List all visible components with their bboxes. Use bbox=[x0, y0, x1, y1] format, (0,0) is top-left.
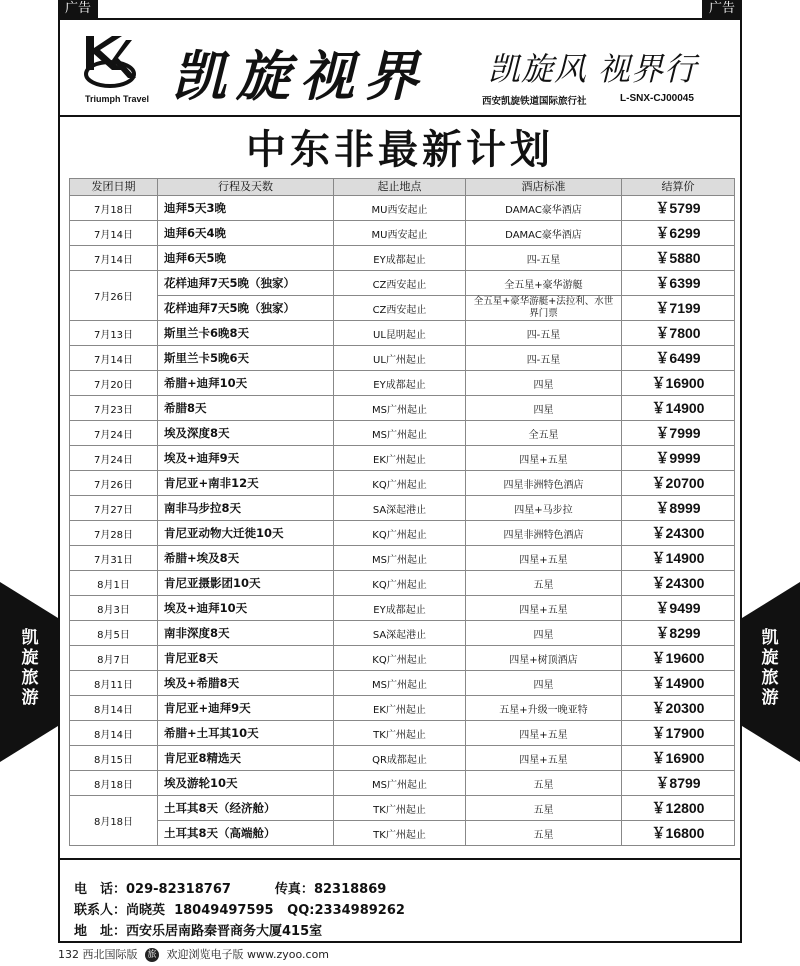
departure-place: MS广州起止 bbox=[334, 421, 466, 446]
side-tab-left-text: 凯旋旅游 bbox=[21, 628, 39, 708]
price: ￥6299 bbox=[622, 221, 735, 246]
departure-place: CZ西安起止 bbox=[334, 271, 466, 296]
departure-place: EY成都起止 bbox=[334, 596, 466, 621]
hotel-standard: 四星+五星 bbox=[466, 546, 622, 571]
price: ￥12800 bbox=[622, 796, 735, 821]
route: 肯尼亚+南非12天 bbox=[158, 471, 334, 496]
page-title: 中东非最新计划 bbox=[246, 127, 554, 173]
route: 土耳其8天（高端舱） bbox=[158, 821, 334, 846]
route: 南非深度8天 bbox=[158, 621, 334, 646]
ad-label-right: 广告 bbox=[702, 0, 742, 18]
table-row bbox=[70, 471, 735, 496]
route: 希腊+迪拜10天 bbox=[158, 371, 334, 396]
contact-address-line bbox=[74, 920, 322, 939]
route: 希腊8天 bbox=[158, 396, 334, 421]
departure-place: TK广州起止 bbox=[334, 721, 466, 746]
mobile-number: 18049497595 bbox=[174, 903, 274, 918]
logo-caption: Triumph Travel bbox=[84, 94, 150, 104]
welcome-text: 欢迎浏览电子版 bbox=[166, 948, 244, 961]
table-row bbox=[70, 796, 735, 821]
departure-date: 7月28日 bbox=[70, 521, 158, 546]
side-tab-right-text: 凯旋旅游 bbox=[761, 628, 779, 708]
hotel-standard: 四星 bbox=[466, 621, 622, 646]
departure-place: MU西安起止 bbox=[334, 196, 466, 221]
route: 土耳其8天（经济舱） bbox=[158, 796, 334, 821]
departure-place: MS广州起止 bbox=[334, 671, 466, 696]
side-tab-left bbox=[0, 582, 58, 762]
hotel-standard: 五星+升级一晚亚特 bbox=[466, 696, 622, 721]
departure-date: 8月14日 bbox=[70, 721, 158, 746]
price: ￥20700 bbox=[622, 471, 735, 496]
price: ￥16800 bbox=[622, 821, 735, 846]
price: ￥16900 bbox=[622, 746, 735, 771]
price: ￥5799 bbox=[622, 196, 735, 221]
departure-place: KQ广州起止 bbox=[334, 571, 466, 596]
table-row bbox=[70, 446, 735, 471]
hotel-standard: 四星+五星 bbox=[466, 721, 622, 746]
table-row bbox=[70, 771, 735, 796]
price: ￥9999 bbox=[622, 446, 735, 471]
hotel-standard: 四星 bbox=[466, 371, 622, 396]
hotel-standard: 四星 bbox=[466, 396, 622, 421]
contact-person: 尚晓英 bbox=[126, 903, 166, 918]
departure-place: MS广州起止 bbox=[334, 396, 466, 421]
hotel-standard: DAMAC豪华酒店 bbox=[466, 196, 622, 221]
hotel-standard: 四星非洲特色酒店 bbox=[466, 471, 622, 496]
column-header-date: 发团日期 bbox=[70, 179, 158, 196]
ad-frame bbox=[58, 18, 742, 943]
departure-place: EK广州起止 bbox=[334, 446, 466, 471]
departure-date: 7月13日 bbox=[70, 321, 158, 346]
header bbox=[60, 20, 740, 117]
hotel-standard: 四星非洲特色酒店 bbox=[466, 521, 622, 546]
phone-label: 电 话： bbox=[74, 882, 127, 897]
column-header-price: 结算价 bbox=[622, 179, 735, 196]
route: 肯尼亚+迪拜9天 bbox=[158, 696, 334, 721]
hotel-standard: 五星 bbox=[466, 771, 622, 796]
contact-phone-line bbox=[74, 878, 386, 897]
tour-plan-table bbox=[69, 178, 735, 846]
triumph-logo-icon bbox=[82, 32, 140, 90]
route: 肯尼亚摄影团10天 bbox=[158, 571, 334, 596]
side-tab-right bbox=[742, 582, 800, 762]
departure-date: 8月7日 bbox=[70, 646, 158, 671]
price: ￥6499 bbox=[622, 346, 735, 371]
price: ￥14900 bbox=[622, 546, 735, 571]
departure-date: 7月20日 bbox=[70, 371, 158, 396]
departure-place: MS广州起止 bbox=[334, 546, 466, 571]
departure-place: EY成都起止 bbox=[334, 246, 466, 271]
route: 肯尼亚动物大迁徙10天 bbox=[158, 521, 334, 546]
price: ￥24300 bbox=[622, 521, 735, 546]
edition-name: 西北国际版 bbox=[82, 948, 138, 961]
price: ￥6399 bbox=[622, 271, 735, 296]
hotel-standard: 四星+马步拉 bbox=[466, 496, 622, 521]
hotel-standard: 全五星+豪华游艇+法拉利、水世界门票 bbox=[466, 296, 622, 321]
slogan: 凯旋风 视界行 bbox=[488, 50, 698, 88]
column-header-place: 起止地点 bbox=[334, 179, 466, 196]
table-row bbox=[70, 396, 735, 421]
route: 花样迪拜7天5晚（独家） bbox=[158, 296, 334, 321]
departure-place: UL广州起止 bbox=[334, 346, 466, 371]
hotel-standard: 全五星 bbox=[466, 421, 622, 446]
departure-date: 7月23日 bbox=[70, 396, 158, 421]
price: ￥7800 bbox=[622, 321, 735, 346]
departure-date: 8月14日 bbox=[70, 696, 158, 721]
contact-person-line bbox=[74, 899, 405, 918]
footer-url[interactable]: www.zyoo.com bbox=[247, 948, 330, 961]
fax-label: 传真： bbox=[274, 882, 314, 897]
route: 希腊+埃及8天 bbox=[158, 546, 334, 571]
departure-place: TK广州起止 bbox=[334, 796, 466, 821]
route: 肯尼亚8天 bbox=[158, 646, 334, 671]
table-row bbox=[70, 696, 735, 721]
price: ￥20300 bbox=[622, 696, 735, 721]
departure-date: 7月24日 bbox=[70, 421, 158, 446]
route: 希腊+土耳其10天 bbox=[158, 721, 334, 746]
price: ￥14900 bbox=[622, 396, 735, 421]
column-header-route: 行程及天数 bbox=[158, 179, 334, 196]
table-row bbox=[70, 321, 735, 346]
hotel-standard: 四-五星 bbox=[466, 346, 622, 371]
departure-place: TK广州起止 bbox=[334, 821, 466, 846]
departure-date: 7月26日 bbox=[70, 471, 158, 496]
table-row bbox=[70, 596, 735, 621]
hotel-standard: 四星+树顶酒店 bbox=[466, 646, 622, 671]
route: 迪拜6天5晚 bbox=[158, 246, 334, 271]
table-row bbox=[70, 346, 735, 371]
price: ￥7199 bbox=[622, 296, 735, 321]
table-row bbox=[70, 646, 735, 671]
route: 埃及+希腊8天 bbox=[158, 671, 334, 696]
table-row bbox=[70, 621, 735, 646]
departure-place: SA深起港止 bbox=[334, 496, 466, 521]
departure-date: 8月1日 bbox=[70, 571, 158, 596]
departure-place: KQ广州起止 bbox=[334, 521, 466, 546]
departure-date: 8月18日 bbox=[70, 771, 158, 796]
price: ￥5880 bbox=[622, 246, 735, 271]
license-number: L-SNX-CJ00045 bbox=[620, 93, 694, 104]
departure-place: EY成都起止 bbox=[334, 371, 466, 396]
hotel-standard: 四星+五星 bbox=[466, 746, 622, 771]
route: 埃及深度8天 bbox=[158, 421, 334, 446]
departure-date: 7月14日 bbox=[70, 346, 158, 371]
table-row bbox=[70, 521, 735, 546]
qq-label: QQ: bbox=[287, 903, 315, 918]
table-row bbox=[70, 421, 735, 446]
departure-date: 7月14日 bbox=[70, 246, 158, 271]
route: 斯里兰卡5晚6天 bbox=[158, 346, 334, 371]
departure-place: KQ广州起止 bbox=[334, 646, 466, 671]
hotel-standard: 五星 bbox=[466, 821, 622, 846]
route: 埃及游轮10天 bbox=[158, 771, 334, 796]
table-row bbox=[70, 296, 735, 321]
table-row bbox=[70, 571, 735, 596]
table-row bbox=[70, 496, 735, 521]
table-header-row bbox=[70, 179, 735, 196]
agency-name: 西安凯旋铁道国际旅行社 bbox=[482, 96, 587, 107]
departure-date: 8月11日 bbox=[70, 671, 158, 696]
route: 肯尼亚8精选天 bbox=[158, 746, 334, 771]
hotel-standard: 四星+五星 bbox=[466, 446, 622, 471]
departure-date: 8月5日 bbox=[70, 621, 158, 646]
address-label: 地 址： bbox=[74, 924, 127, 939]
price: ￥7999 bbox=[622, 421, 735, 446]
phone-number: 029-82318767 bbox=[126, 882, 231, 897]
departure-date: 7月26日 bbox=[70, 271, 158, 321]
price: ￥9499 bbox=[622, 596, 735, 621]
qq-number: 2334989262 bbox=[314, 903, 405, 918]
hotel-standard: 四-五星 bbox=[466, 246, 622, 271]
hotel-standard: DAMAC豪华酒店 bbox=[466, 221, 622, 246]
price: ￥14900 bbox=[622, 671, 735, 696]
route: 斯里兰卡6晚8天 bbox=[158, 321, 334, 346]
contact-block bbox=[60, 858, 740, 943]
page-footer bbox=[58, 946, 329, 962]
table-row bbox=[70, 246, 735, 271]
price: ￥17900 bbox=[622, 721, 735, 746]
person-label: 联系人： bbox=[74, 903, 127, 918]
departure-place: MS广州起止 bbox=[334, 771, 466, 796]
price: ￥16900 bbox=[622, 371, 735, 396]
table-row bbox=[70, 546, 735, 571]
hotel-standard: 四星+五星 bbox=[466, 596, 622, 621]
departure-place: MU西安起止 bbox=[334, 221, 466, 246]
route: 迪拜5天3晚 bbox=[158, 196, 334, 221]
table-row bbox=[70, 746, 735, 771]
departure-date: 7月18日 bbox=[70, 196, 158, 221]
route: 花样迪拜7天5晚（独家） bbox=[158, 271, 334, 296]
ad-label-left: 广告 bbox=[58, 0, 98, 18]
table-row bbox=[70, 671, 735, 696]
price: ￥8999 bbox=[622, 496, 735, 521]
table-row bbox=[70, 821, 735, 846]
hotel-standard: 四星 bbox=[466, 671, 622, 696]
table-row bbox=[70, 721, 735, 746]
price: ￥8799 bbox=[622, 771, 735, 796]
hotel-standard: 五星 bbox=[466, 796, 622, 821]
departure-date: 8月15日 bbox=[70, 746, 158, 771]
page-number: 132 bbox=[58, 948, 79, 961]
route: 埃及+迪拜9天 bbox=[158, 446, 334, 471]
departure-date: 8月3日 bbox=[70, 596, 158, 621]
departure-date: 7月14日 bbox=[70, 221, 158, 246]
hotel-standard: 五星 bbox=[466, 571, 622, 596]
fax-number: 82318869 bbox=[313, 882, 387, 897]
departure-place: CZ西安起止 bbox=[334, 296, 466, 321]
hotel-standard: 全五星+豪华游艇 bbox=[466, 271, 622, 296]
departure-place: SA深起港止 bbox=[334, 621, 466, 646]
hotel-standard: 四-五星 bbox=[466, 321, 622, 346]
route: 南非马步拉8天 bbox=[158, 496, 334, 521]
table-row bbox=[70, 196, 735, 221]
route: 迪拜6天4晚 bbox=[158, 221, 334, 246]
departure-place: EK广州起止 bbox=[334, 696, 466, 721]
departure-place: QR成都起止 bbox=[334, 746, 466, 771]
brand-script: 凯旋视界 bbox=[172, 44, 428, 108]
price: ￥8299 bbox=[622, 621, 735, 646]
globe-icon: 旅 bbox=[145, 948, 159, 962]
departure-date: 7月24日 bbox=[70, 446, 158, 471]
departure-date: 7月27日 bbox=[70, 496, 158, 521]
table-row bbox=[70, 271, 735, 296]
price: ￥19600 bbox=[622, 646, 735, 671]
route: 埃及+迪拜10天 bbox=[158, 596, 334, 621]
departure-place: UL昆明起止 bbox=[334, 321, 466, 346]
column-header-hotel: 酒店标准 bbox=[466, 179, 622, 196]
address: 西安乐居南路秦晋商务大厦415室 bbox=[126, 924, 323, 939]
departure-place: KQ广州起止 bbox=[334, 471, 466, 496]
table-row bbox=[70, 221, 735, 246]
price: ￥24300 bbox=[622, 571, 735, 596]
table-row bbox=[70, 371, 735, 396]
departure-date: 7月31日 bbox=[70, 546, 158, 571]
departure-date: 8月18日 bbox=[70, 796, 158, 846]
